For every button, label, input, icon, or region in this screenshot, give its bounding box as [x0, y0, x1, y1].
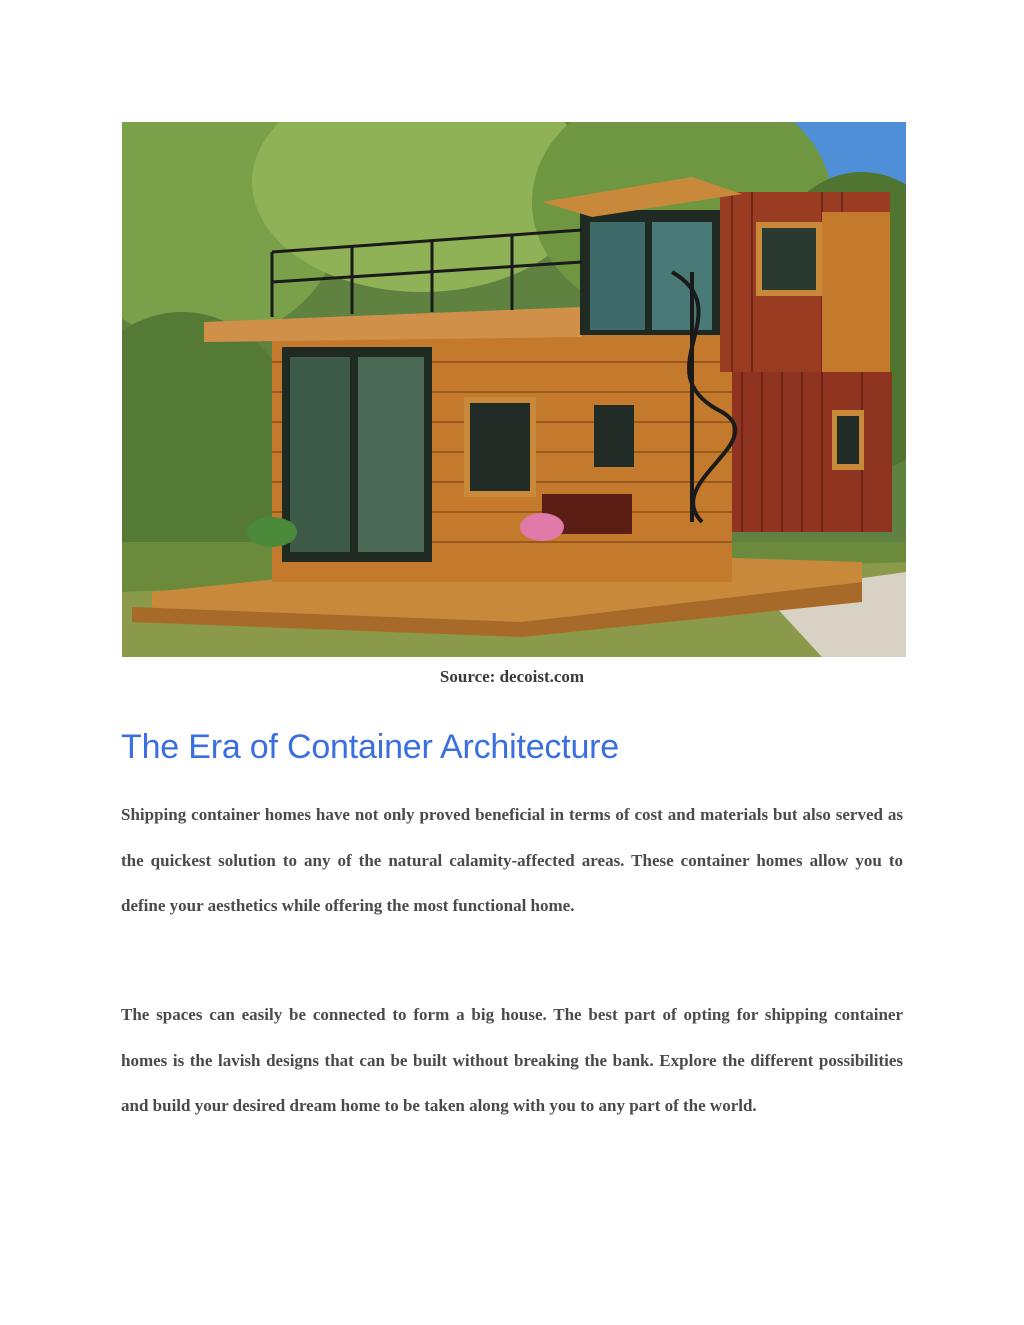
body-paragraph: The spaces can easily be connected to form a big house. The best part of opting for shipping container homes is the lavish designs that can be built without breaking the bank. Explore the different possibilities and build your desired dream home to be taken along with you to any part of the world.: [121, 1005, 903, 1115]
image-caption: Source: decoist.com: [439, 667, 585, 686]
section-heading: The Era of Container Architecture: [121, 728, 619, 766]
body-paragraph: Shipping container homes have not only proved beneficial in terms of cost and materials but also served as the quickest solution to any of the natural calamity-affected areas. These container homes allow you to define your aesthetics while offering the most functional home.: [121, 805, 903, 915]
house-illustration-icon: [122, 122, 906, 657]
container-house-photo: [122, 122, 906, 657]
